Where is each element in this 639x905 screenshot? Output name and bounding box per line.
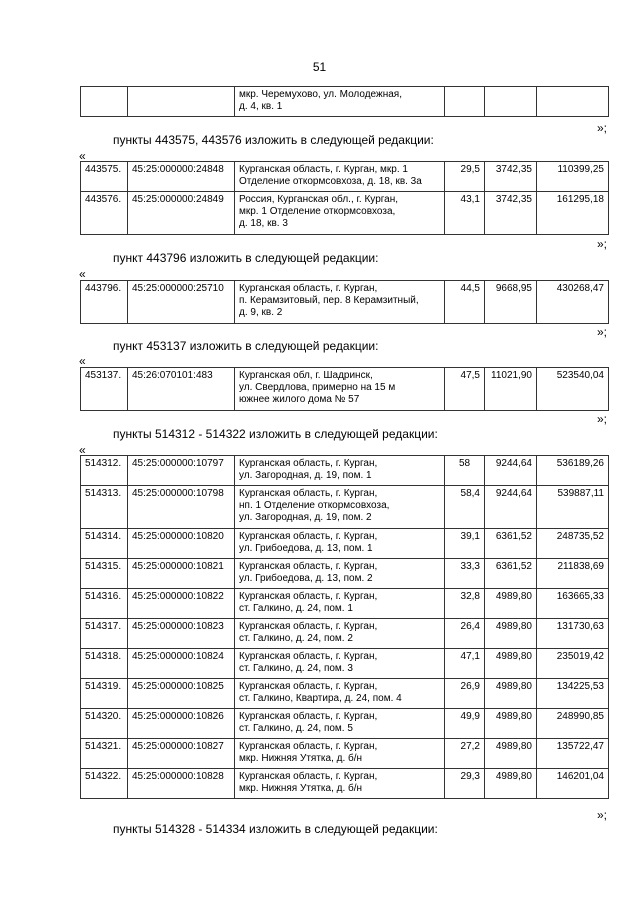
price-cell: 9668,95 <box>485 281 537 324</box>
price-cell: 9244,64 <box>485 456 537 486</box>
table-row <box>81 769 609 799</box>
item-number: 443575. <box>81 162 128 192</box>
cadastral-number: 45:25:000000:10825 <box>128 679 235 709</box>
address-cell: Курганская область, г. Курган, ул. Загородная, д. 19, пом. 1 <box>235 456 445 486</box>
price-cell: 9244,64 <box>485 486 537 529</box>
address-cell: Курганская область, г. Курган, мкр. Нижняя Утятка, д. б/н <box>235 769 445 799</box>
price-cell: 4989,80 <box>485 739 537 769</box>
price-cell: 4989,80 <box>485 589 537 619</box>
cadastral-number: 45:25:000000:10824 <box>128 649 235 679</box>
section-heading: пункты 443575, 443576 изложить в следующей редакции: <box>113 133 434 147</box>
page-number: 51 <box>312 60 327 74</box>
cadastral-number: 45:25:000000:10826 <box>128 709 235 739</box>
continuation-table <box>80 86 609 117</box>
area-cell: 43,1 <box>445 192 485 235</box>
table-row <box>81 679 609 709</box>
cadastral-number: 45:25:000000:10827 <box>128 739 235 769</box>
price-cell: 4989,80 <box>485 769 537 799</box>
address-cell: Курганская область, г. Курган, ст. Галкино, д. 24, пом. 5 <box>235 709 445 739</box>
cadastral-number: 45:25:000000:10798 <box>128 486 235 529</box>
total-cell: 135722,47 <box>537 739 609 769</box>
section-heading: пункт 453137 изложить в следующей редакции: <box>113 339 379 353</box>
total-cell: 146201,04 <box>537 769 609 799</box>
price-cell: 4989,80 <box>485 709 537 739</box>
address-cell: Курганская область, г. Курган, ст. Галкино, д. 24, пом. 3 <box>235 649 445 679</box>
price-cell: 4989,80 <box>485 619 537 649</box>
cadastral-number: 45:25:000000:25710 <box>128 281 235 324</box>
total-cell: 539887,11 <box>537 486 609 529</box>
item-number: 514322. <box>81 769 128 799</box>
area-cell: 29,5 <box>445 162 485 192</box>
section-table <box>80 161 609 235</box>
table-row <box>81 739 609 769</box>
total-cell: 131730,63 <box>537 619 609 649</box>
area-cell: 49,9 <box>445 709 485 739</box>
table-row <box>81 559 609 589</box>
total-cell: 211838,69 <box>537 559 609 589</box>
item-number: 514312. <box>81 456 128 486</box>
area-cell: 44,5 <box>445 281 485 324</box>
cadastral-number: 45:25:000000:10821 <box>128 559 235 589</box>
opening-quote: « <box>79 267 86 281</box>
address-cell: Курганская область, г. Курган, мкр. 1 Отделение откормсовхоза, д. 18, кв. 3а <box>235 162 445 192</box>
item-number: 514316. <box>81 589 128 619</box>
table-row <box>81 87 609 117</box>
table-row <box>81 192 609 235</box>
cadastral-number: 45:25:000000:24848 <box>128 162 235 192</box>
price-cell: 11021,90 <box>485 368 537 411</box>
opening-quote: « <box>79 149 86 163</box>
table-row <box>81 486 609 529</box>
item-number: 514320. <box>81 709 128 739</box>
item-number: 514317. <box>81 619 128 649</box>
area-cell: 26,9 <box>445 679 485 709</box>
cadastral-number: 45:25:000000:10797 <box>128 456 235 486</box>
item-number: 514321. <box>81 739 128 769</box>
section-table <box>80 280 609 324</box>
cadastral-number: 45:25:000000:10828 <box>128 769 235 799</box>
table-row <box>81 368 609 411</box>
closing-quote: »; <box>596 808 607 822</box>
cadastral-number: 45:25:000000:10822 <box>128 589 235 619</box>
table-row <box>81 589 609 619</box>
cadastral-number: 45:25:000000:24849 <box>128 192 235 235</box>
address-cell: Курганская область, г. Курган, ул. Грибоедова, д. 13, пом. 1 <box>235 529 445 559</box>
cadastral-number: 45:25:000000:10823 <box>128 619 235 649</box>
table-row <box>81 649 609 679</box>
item-number: 443796. <box>81 281 128 324</box>
area-cell: 32,8 <box>445 589 485 619</box>
section-table <box>80 455 609 799</box>
table-row <box>81 529 609 559</box>
section-heading: пункт 443796 изложить в следующей редакции: <box>113 251 379 265</box>
area-cell: 47,5 <box>445 368 485 411</box>
price-cell: 6361,52 <box>485 529 537 559</box>
total-cell: 248990,85 <box>537 709 609 739</box>
address-cell: Курганская область, г. Курган, мкр. Нижняя Утятка, д. б/н <box>235 739 445 769</box>
cadastral-number: 45:26:070101:483 <box>128 368 235 411</box>
address-cell: Курганская область, г. Курган, ст. Галкино, д. 24, пом. 2 <box>235 619 445 649</box>
area-cell: 27,2 <box>445 739 485 769</box>
total-cell: 110399,25 <box>537 162 609 192</box>
item-number: 514315. <box>81 559 128 589</box>
area-cell: 33,3 <box>445 559 485 589</box>
address-cell: Россия, Курганская обл., г. Курган, мкр. 1 Отделение откормсовхоза, д. 18, кв. 3 <box>235 192 445 235</box>
total-cell: 536189,26 <box>537 456 609 486</box>
item-number: 514314. <box>81 529 128 559</box>
closing-quote: »; <box>596 237 607 251</box>
closing-quote: »; <box>596 121 607 135</box>
area-cell: 39,1 <box>445 529 485 559</box>
item-number: 453137. <box>81 368 128 411</box>
section-heading: пункты 514312 - 514322 изложить в следующей редакции: <box>113 427 438 441</box>
area-cell: 29,3 <box>445 769 485 799</box>
area-cell: 47,1 <box>445 649 485 679</box>
address-cell: Курганская область, г. Курган, ст. Галкино, д. 24, пом. 1 <box>235 589 445 619</box>
table-row <box>81 709 609 739</box>
area-cell: 26,4 <box>445 619 485 649</box>
address-cell: Курганская область, г. Курган, ул. Грибоедова, д. 13, пом. 2 <box>235 559 445 589</box>
area-cell: 58 <box>445 456 485 486</box>
item-number: 514318. <box>81 649 128 679</box>
address-cell: Курганская область, г. Курган, нп. 1 Отделение откормсовхоза, ул. Загородная, д. 19, пом. 2 <box>235 486 445 529</box>
item-number: 514313. <box>81 486 128 529</box>
total-cell: 163665,33 <box>537 589 609 619</box>
total-cell: 248735,52 <box>537 529 609 559</box>
area-cell: 58,4 <box>445 486 485 529</box>
section-heading: пункты 514328 - 514334 изложить в следующей редакции: <box>113 822 438 836</box>
total-cell: 134225,53 <box>537 679 609 709</box>
table-row <box>81 281 609 324</box>
section-table <box>80 367 609 411</box>
price-cell: 6361,52 <box>485 559 537 589</box>
address-cell: Курганская обл, г. Шадринск, ул. Свердлова, примерно на 15 м южнее жилого дома № 57 <box>235 368 445 411</box>
closing-quote: »; <box>596 412 607 426</box>
table-row <box>81 162 609 192</box>
item-number: 514319. <box>81 679 128 709</box>
total-cell: 430268,47 <box>537 281 609 324</box>
address-cell: Курганская область, г. Курган, ст. Галкино, Квартира, д. 24, пом. 4 <box>235 679 445 709</box>
total-cell: 523540,04 <box>537 368 609 411</box>
opening-quote: « <box>79 354 86 368</box>
closing-quote: »; <box>596 325 607 339</box>
cadastral-number: 45:25:000000:10820 <box>128 529 235 559</box>
price-cell: 4989,80 <box>485 649 537 679</box>
price-cell: 4989,80 <box>485 679 537 709</box>
price-cell: 3742,35 <box>485 162 537 192</box>
address-cell: мкр. Черемухово, ул. Молодежная, д. 4, кв. 1 <box>235 87 445 117</box>
total-cell: 161295,18 <box>537 192 609 235</box>
total-cell: 235019,42 <box>537 649 609 679</box>
price-cell: 3742,35 <box>485 192 537 235</box>
item-number: 443576. <box>81 192 128 235</box>
opening-quote: « <box>79 443 86 457</box>
address-cell: Курганская область, г. Курган, п. Керамзитовый, пер. 8 Керамзитный, д. 9, кв. 2 <box>235 281 445 324</box>
table-row <box>81 456 609 486</box>
table-row <box>81 619 609 649</box>
